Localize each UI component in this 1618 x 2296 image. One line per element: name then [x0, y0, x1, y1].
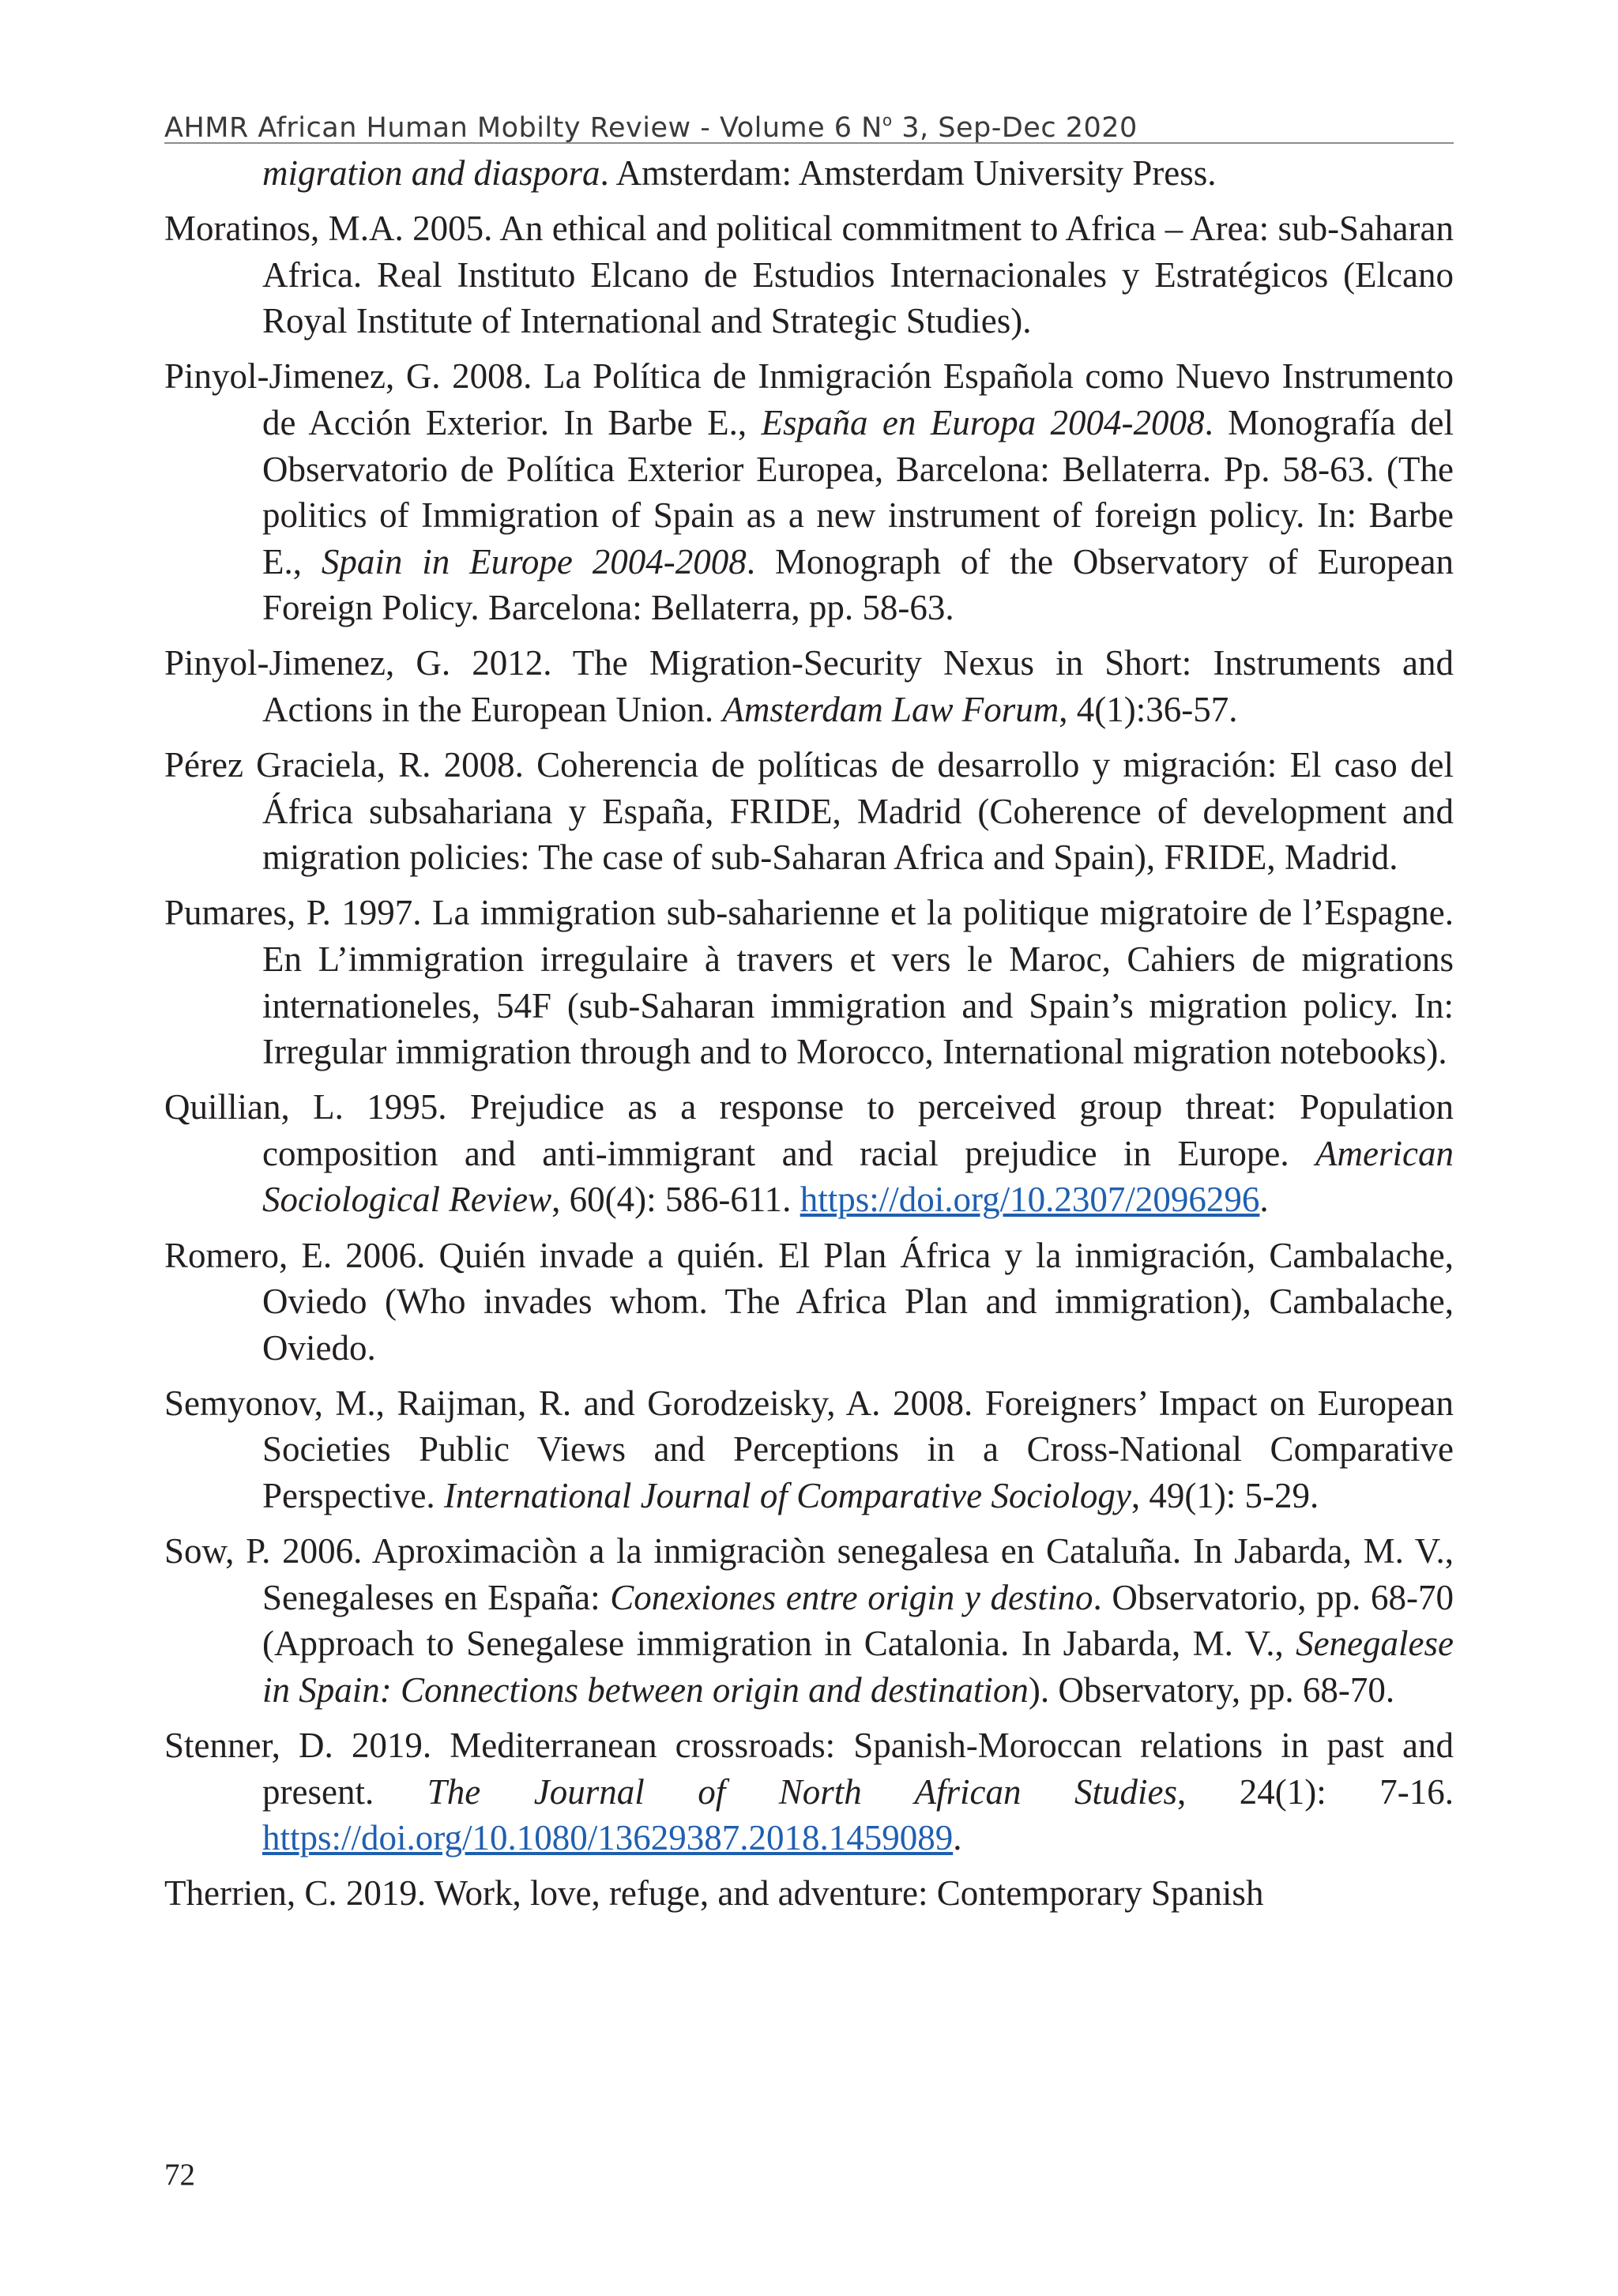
reference-text: , 24(1): 7-16. — [1176, 1771, 1454, 1812]
reference-text: Sow, P. 2006. Aproximaciòn a la inmigraciòn senegalesa en Cataluña. In Jabarda, M. V., Senegaleses en España: — [164, 1531, 1454, 1617]
reference-entry — [164, 742, 1454, 881]
italic-title: International Journal of Comparative Sociology — [443, 1476, 1131, 1516]
reference-list — [164, 150, 1454, 1925]
reference-continuation — [164, 150, 1454, 197]
journal-title: AHMR African Human Mobilty Review - Volume 6 N — [164, 112, 882, 144]
doi-link[interactable]: https://doi.org/10.2307/2096296 — [800, 1180, 1260, 1220]
reference-text: . Amsterdam: Amsterdam University Press. — [600, 153, 1217, 193]
reference-text: . Observatorio, pp. 68-70 (Approach to Senegalese immigration in Catalonia. In Jabarda, M. V., — [262, 1577, 1454, 1664]
reference-text: . Monograph of the Observatory of European Foreign Policy. Barcelona: Bellaterra, pp. 58-63. — [262, 541, 1454, 628]
reference-text: , 60(4): 586-611. — [551, 1180, 800, 1220]
reference-entry — [164, 353, 1454, 631]
reference-text: , 4(1):36-57. — [1059, 690, 1238, 730]
running-header — [164, 101, 1454, 144]
italic-title: Spain in Europe 2004-2008 — [321, 541, 747, 582]
reference-entry — [164, 1233, 1454, 1372]
italic-title: American Sociological Review — [262, 1133, 1454, 1220]
reference-text: Semyonov, M., Raijman, R. and Gorodzeisky, A. 2008. Foreigners’ Impact on European Societies Public Views and Perceptions in a Cross-National Comparative Perspective. — [164, 1383, 1454, 1516]
reference-text: . — [1259, 1180, 1269, 1220]
italic-title: Amsterdam Law Forum — [722, 690, 1059, 730]
reference-entry — [164, 890, 1454, 1075]
italic-title: migration and diaspora — [262, 153, 600, 193]
reference-text: ). Observatory, pp. 68-70. — [1028, 1669, 1395, 1710]
reference-text: Quillian, L. 1995. Prejudice as a response to perceived group threat: Population composition and anti-immigrant and racial prejudice in Europe. — [164, 1087, 1454, 1173]
reference-text: Moratinos, M.A. 2005. An ethical and political commitment to Africa – Area: sub-Saharan Africa. Real Instituto Elcano de Estudios Internacionales y Estratégicos (Elcano Royal Institute of International and Strategic Studies). — [164, 209, 1454, 341]
reference-entry — [164, 1528, 1454, 1713]
reference-text: Pinyol-Jimenez, G. 2008. La Política de Inmigración Española como Nuevo Instrumento de Acción Exterior. In Barbe E., — [164, 356, 1454, 442]
reference-text: Therrien, C. 2019. Work, love, refuge, and adventure: Contemporary Spanish — [164, 1873, 1264, 1914]
doi-link[interactable]: https://doi.org/10.1080/13629387.2018.1459089 — [262, 1818, 954, 1858]
reference-text: . Monografía del Observatorio de Política Exterior Europea, Barcelona: Bellaterra. Pp. 58-63. (The politics of Immigration of Spain as a new instrument of foreign policy. In: Barbe E., — [262, 402, 1454, 582]
reference-text: Pérez Graciela, R. 2008. Coherencia de políticas de desarrollo y migración: El caso del África subsahariana y España, FRIDE, Madrid (Coherence of development and migration policies: The case of sub-Saharan Africa and Spain), FRIDE, Madrid. — [164, 745, 1454, 878]
reference-text: , 49(1): 5-29. — [1131, 1476, 1319, 1516]
reference-entry — [164, 1870, 1454, 1917]
page-number: 72 — [164, 2158, 195, 2192]
reference-text: Stenner, D. 2019. Mediterranean crossroads: Spanish-Moroccan relations in past and present. — [164, 1726, 1454, 1812]
reference-text: . — [953, 1818, 962, 1858]
reference-entry — [164, 1722, 1454, 1861]
reference-entry — [164, 1084, 1454, 1223]
italic-title: Senegalese in Spain: Connections between origin and destination — [262, 1624, 1454, 1710]
number-superscript: o — [882, 111, 893, 130]
reference-text: Pinyol-Jimenez, G. 2012. The Migration-Security Nexus in Short: Instruments and Actions in the European Union. — [164, 643, 1454, 730]
reference-entry — [164, 1380, 1454, 1519]
reference-text: Pumares, P. 1997. La immigration sub-saharienne et la politique migratoire de l’Espagne. En L’immigration irregulaire à travers et vers le Maroc, Cahiers de migrations internationeles, 54F (sub-Saharan immigration and Spain’s migration policy. In: Irregular immigration through and to Morocco, International migration notebooks). — [164, 893, 1454, 1072]
issue-info: 3, Sep-Dec 2020 — [892, 112, 1138, 144]
reference-entry — [164, 640, 1454, 732]
reference-text: Romero, E. 2006. Quién invade a quién. El Plan África y la inmigración, Cambalache, Oviedo (Who invades whom. The Africa Plan and immigration), Cambalache, Oviedo. — [164, 1235, 1454, 1368]
reference-entry — [164, 205, 1454, 344]
italic-title: The Journal of North African Studies — [427, 1771, 1177, 1812]
italic-title: Conexiones entre origin y destino — [610, 1577, 1093, 1617]
italic-title: España en Europa 2004-2008 — [761, 402, 1205, 442]
